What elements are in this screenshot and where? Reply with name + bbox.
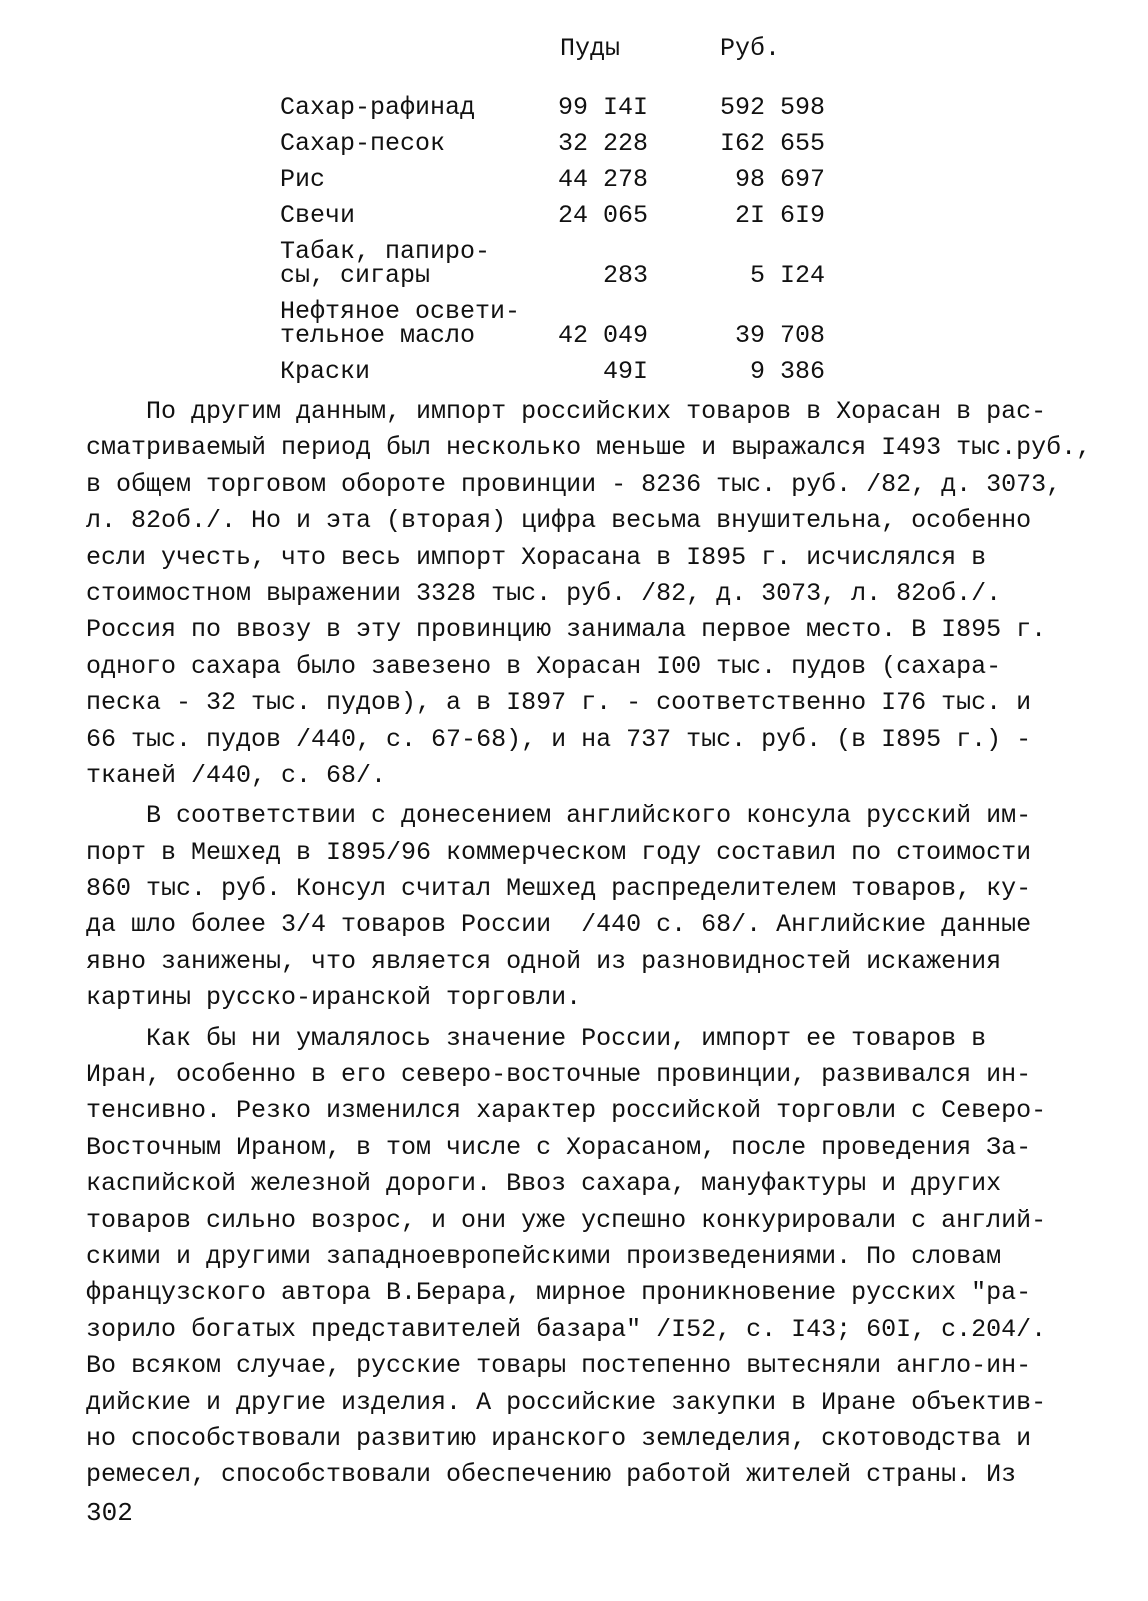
row-poods: 49I — [602, 357, 648, 386]
row-rub: 9 386 — [749, 357, 825, 386]
text-line: В соответствии с донесением английского консула русский им- — [86, 801, 1032, 831]
row-poods: 42 049 — [557, 321, 648, 350]
table-row — [280, 84, 840, 120]
table-row — [280, 120, 840, 156]
header-poods: Пуды — [560, 34, 621, 63]
text-line: 860 тыс. руб. Консул считал Мешхед распределителем товаров, ку- — [86, 874, 1032, 904]
text-line: картины русско-иранской торговли. — [86, 983, 582, 1013]
row-poods: 99 I4I — [557, 93, 648, 122]
row-name: Краски — [280, 357, 371, 386]
row-poods: 283 — [602, 261, 648, 290]
row-rub: 39 708 — [734, 321, 825, 350]
row-rub: I62 655 — [719, 129, 825, 158]
body-text — [86, 394, 1092, 1494]
row-poods: 32 228 — [557, 129, 648, 158]
text-line: сматриваемый период был несколько меньше и выражался I493 тыс.руб., — [86, 433, 1092, 463]
text-line: одного сахара было завезено в Хорасан I00 тыс. пудов (сахара- — [86, 651, 1002, 681]
paragraph — [86, 1021, 1048, 1494]
row-name: Сахар-рафинад — [280, 93, 476, 122]
text-line: тканей /440, с. 68/. — [86, 760, 387, 790]
text-line: порт в Мешхед в I895/96 коммерческом году составил по стоимости — [86, 837, 1032, 867]
text-line: каспийской железной дороги. Ввоз сахара, мануфактуры и других — [86, 1169, 1002, 1199]
row-name: Свечи — [280, 201, 356, 230]
text-line: 66 тыс. пудов /440, с. 67-68), и на 737 тыс. руб. (в I895 г.) - — [86, 724, 1032, 754]
row-rub: 98 697 — [734, 165, 825, 194]
table-row — [280, 192, 840, 228]
row-rub: 5 I24 — [749, 261, 825, 290]
goods-import-table — [280, 32, 840, 384]
row-name: Нефтяное освети- тельное масло — [280, 297, 521, 350]
text-line: явно занижены, что является одной из разновидностей искажения — [86, 946, 1002, 976]
table-row — [280, 228, 840, 288]
text-line: Россия по ввозу в эту провинцию занимала первое место. В I895 г. — [86, 615, 1047, 645]
text-line: ремесел, способствовали обеспечению работой жителей страны. Из — [86, 1460, 1017, 1490]
text-line: Восточным Ираном, в том числе с Хорасаном, после проведения За- — [86, 1132, 1032, 1162]
row-poods: 24 065 — [557, 201, 648, 230]
text-line: дийские и другие изделия. А российские закупки в Иране объектив- — [86, 1387, 1047, 1417]
paragraph — [86, 798, 1048, 1016]
text-line: Во всяком случае, русские товары постепенно вытесняли англо-ин- — [86, 1351, 1032, 1381]
text-line: По другим данным, импорт российских товаров в Хорасан в рас- — [86, 397, 1047, 426]
table-header — [280, 32, 840, 84]
text-line: в общем торговом обороте провинции - 8236 тыс. руб. /82, д. 3073, — [86, 469, 1062, 499]
table-row — [280, 288, 840, 348]
text-line: французского автора В.Берара, мирное проникновение русских "ра- — [86, 1278, 1032, 1308]
row-name: Рис — [280, 165, 326, 194]
text-line: стоимостном выражении 3328 тыс. руб. /82, д. 3073, л. 82об./. — [86, 578, 1002, 608]
row-name: Сахар-песок — [280, 129, 446, 158]
text-line: л. 82об./. Но и эта (вторая) цифра весьма внушительна, особенно — [86, 506, 1032, 536]
text-line: если учесть, что весь импорт Хорасана в I895 г. исчислялся в — [86, 542, 987, 572]
table-row — [280, 156, 840, 192]
text-line: тенсивно. Резко изменился характер российской торговли с Северо- — [86, 1096, 1047, 1126]
header-rub: Руб. — [720, 34, 781, 63]
page-number: 302 — [86, 1498, 133, 1528]
text-line: Как бы ни умалялось значение России, импорт ее товаров в — [86, 1023, 987, 1053]
row-rub: 592 598 — [719, 93, 825, 122]
table-row — [280, 348, 840, 384]
row-poods: 44 278 — [557, 165, 648, 194]
text-line: зорило богатых представителей базара" /I52, с. I43; 60I, с.204/. — [86, 1314, 1047, 1344]
text-line: да шло более 3/4 товаров России /440 с. 68/. Английские данные — [86, 910, 1032, 940]
text-line: скими и другими западноевропейскими произведениями. По словам — [86, 1241, 1002, 1271]
text-line: песка - 32 тыс. пудов), а в I897 г. - соответственно I76 тыс. и — [86, 688, 1032, 718]
paragraph — [86, 394, 1092, 794]
text-line: но способствовали развитию иранского земледелия, скотоводства и — [86, 1423, 1032, 1453]
row-name: Табак, папиро- сы, сигары — [280, 237, 491, 290]
text-line: Иран, особенно в его северо-восточные провинции, развивался ин- — [86, 1060, 1032, 1090]
row-rub: 2I 6I9 — [734, 201, 825, 230]
text-line: товаров сильно возрос, и они уже успешно конкурировали с англий- — [86, 1205, 1047, 1235]
